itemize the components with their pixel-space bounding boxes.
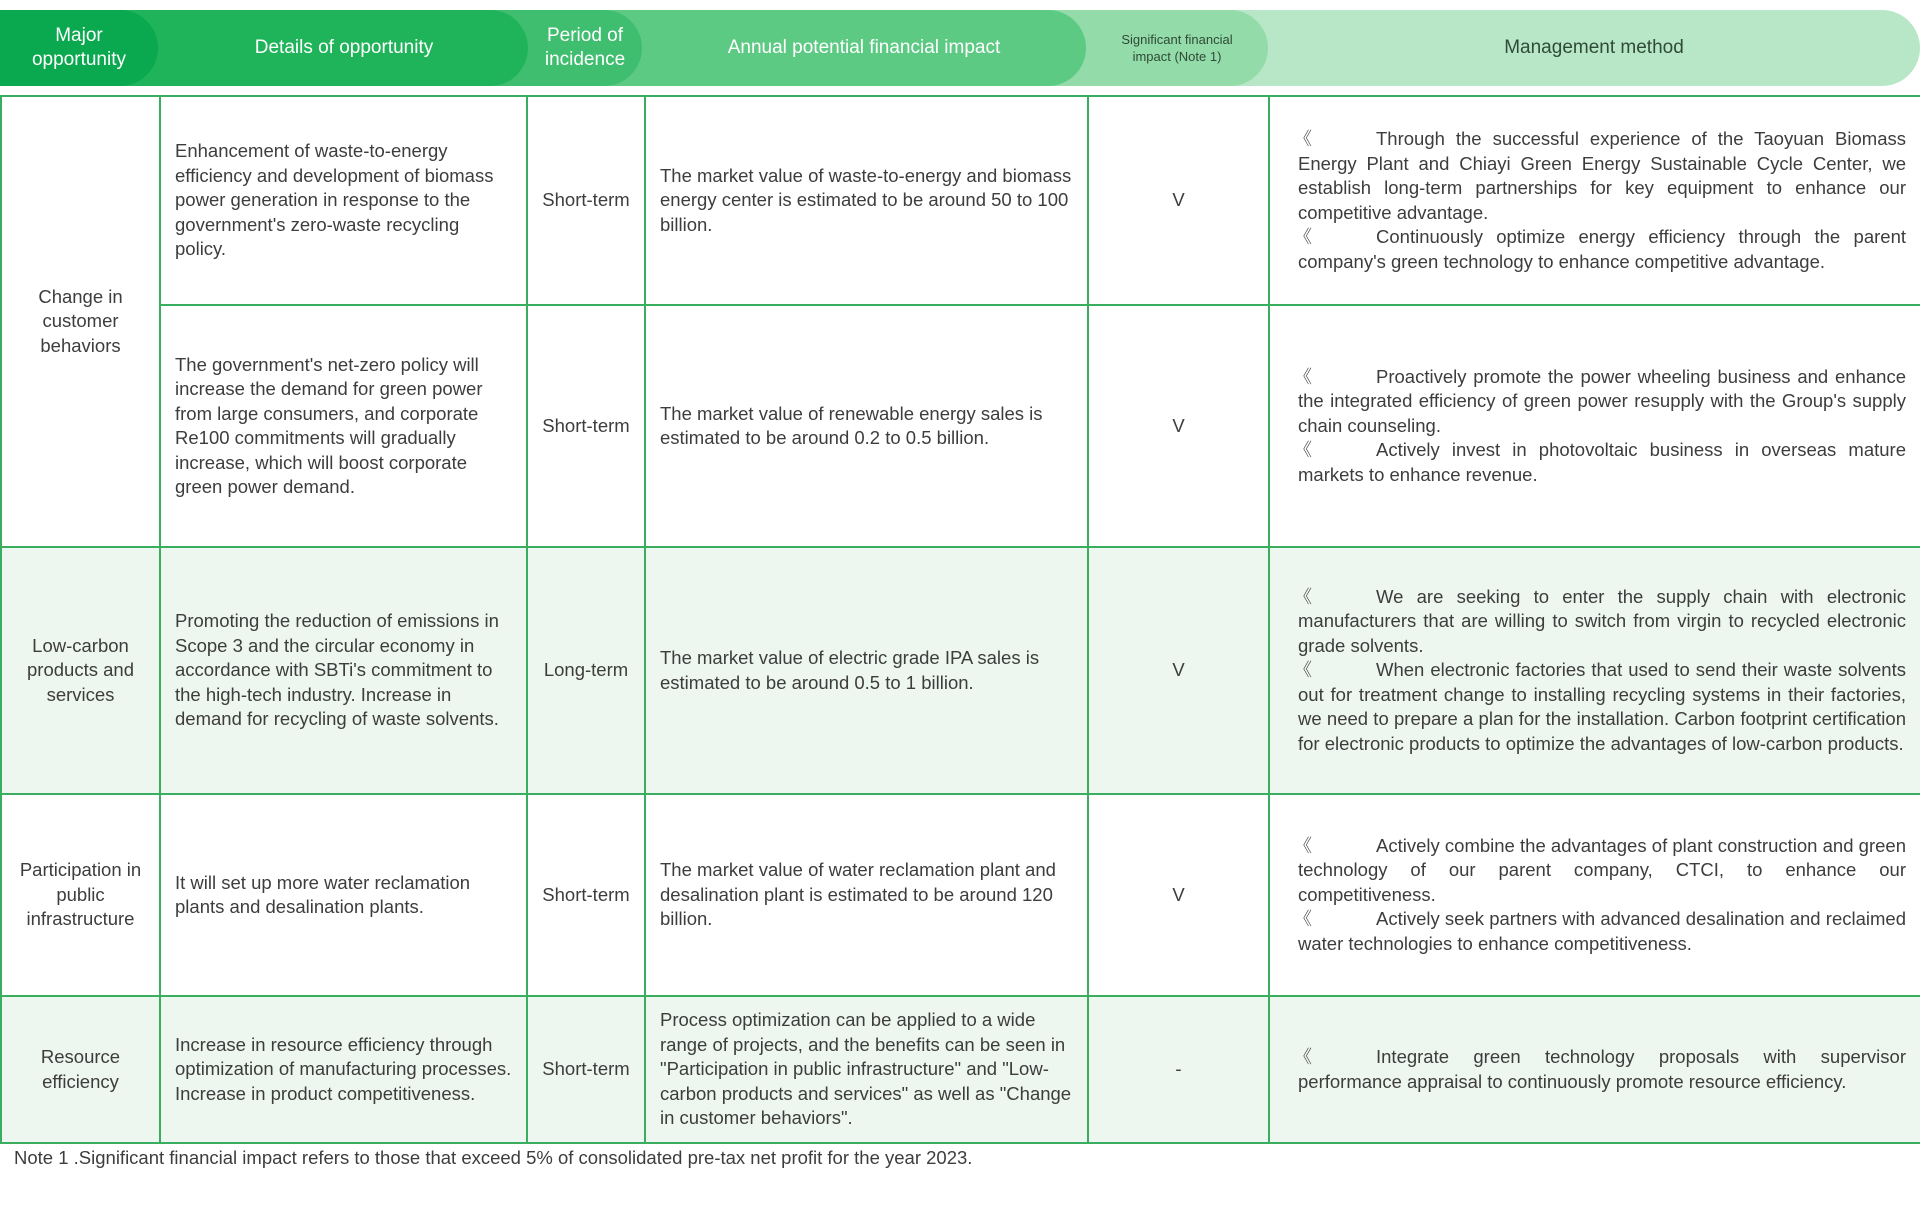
bullet-marker-icon: 《 <box>1294 227 1312 247</box>
management-item: 《 Actively seek partners with advanced desalination and reclaimed water technologies to enhance competitiveness. <box>1294 908 1906 954</box>
management-item: 《 Continuously optimize energy efficiency through the parent company's green technology to enhance competitive advantage. <box>1294 226 1906 272</box>
period-cell: Short-term <box>527 305 645 547</box>
header-period: Period of incidence <box>490 10 642 86</box>
bullet-marker-icon: 《 <box>1294 440 1312 461</box>
management-item: 《 Integrate green technology proposals with supervisor performance appraisal to continuously promote resource efficiency. <box>1294 1046 1906 1092</box>
significant-cell: V <box>1088 305 1269 547</box>
table-header <box>0 10 1920 86</box>
bullet-marker-icon: 《 <box>1294 660 1312 681</box>
bullet-marker-icon: 《 <box>1294 909 1312 930</box>
impact-cell: The market value of water reclamation plant and desalination plant is estimated to be around 120 billion. <box>645 794 1088 996</box>
details-cell: Enhancement of waste-to-energy efficiency and development of biomass power generation in response to the government's zero-waste recycling policy. <box>160 96 527 305</box>
table-row <box>1 996 1920 1143</box>
table-row <box>1 794 1920 996</box>
impact-cell: The market value of electric grade IPA sales is estimated to be around 0.5 to 1 billion. <box>645 547 1088 794</box>
category-cell: Resource efficiency <box>1 996 160 1143</box>
category-cell: Low-carbon products and services <box>1 547 160 794</box>
details-cell: Increase in resource efficiency through optimization of manufacturing processes. Increase in product competitiveness. <box>160 996 527 1143</box>
category-cell: Participation in public infrastructure <box>1 794 160 996</box>
bullet-marker-icon: 《 <box>1294 835 1312 856</box>
management-item: 《 Through the successful experience of the Taoyuan Biomass Energy Plant and Chiayi Green Energy Sustainable Cycle Center, we establish long-term partnerships for key equipment to enhance our competitive advantage. <box>1294 128 1906 223</box>
significant-cell: V <box>1088 547 1269 794</box>
bullet-marker-icon: 《 <box>1294 366 1312 387</box>
period-cell: Short-term <box>527 794 645 996</box>
impact-cell: Process optimization can be applied to a wide range of projects, and the benefits can be seen in "Participation in public infrastructure" and "Low-carbon products and services" as well as "Change in customer behaviors". <box>645 996 1088 1143</box>
details-cell: Promoting the reduction of emissions in Scope 3 and the circular economy in accordance with SBTi's commitment to the high-tech industry. Increase in demand for recycling of waste solvents. <box>160 547 527 794</box>
header-annual-impact: Annual potential financial impact <box>604 10 1086 86</box>
period-cell: Short-term <box>527 96 645 305</box>
significant-cell: V <box>1088 794 1269 996</box>
management-cell <box>1269 996 1920 1143</box>
management-cell <box>1269 547 1920 794</box>
header-major-opportunity: Major opportunity <box>0 10 158 86</box>
header-significant-impact: Significant financial impact (Note 1) <box>1048 10 1268 86</box>
management-item: 《 Proactively promote the power wheeling business and enhance the integrated efficiency of green power resupply with the Group's supply chain counseling. <box>1294 365 1906 436</box>
table-row <box>1 96 1920 305</box>
header-details: Details of opportunity <box>120 10 528 86</box>
management-cell <box>1269 794 1920 996</box>
bullet-marker-icon: 《 <box>1294 129 1312 149</box>
table-row <box>1 547 1920 794</box>
header-management-method: Management method <box>1230 10 1920 86</box>
details-cell: It will set up more water reclamation plants and desalination plants. <box>160 794 527 996</box>
management-item: 《 We are seeking to enter the supply chain with electronic manufacturers that are willing to switch from virgin to recycled electronic grade solvents. <box>1294 585 1906 656</box>
impact-cell: The market value of renewable energy sales is estimated to be around 0.2 to 0.5 billion. <box>645 305 1088 547</box>
bullet-marker-icon: 《 <box>1294 1047 1312 1067</box>
bullet-marker-icon: 《 <box>1294 586 1312 607</box>
significant-cell: V <box>1088 96 1269 305</box>
footnote: Note 1 .Significant financial impact refers to those that exceed 5% of consolidated pre-tax net profit for the year 2023. <box>14 1147 973 1168</box>
management-cell <box>1269 305 1920 547</box>
table-row <box>1 305 1920 547</box>
management-cell <box>1269 96 1920 305</box>
category-cell: Change in customer behaviors <box>1 96 160 547</box>
significant-cell: - <box>1088 996 1269 1143</box>
details-cell: The government's net-zero policy will increase the demand for green power from large consumers, and corporate Re100 commitments will gradually increase, which will boost corporate green power demand. <box>160 305 527 547</box>
period-cell: Long-term <box>527 547 645 794</box>
impact-cell: The market value of waste-to-energy and biomass energy center is estimated to be around 50 to 100 billion. <box>645 96 1088 305</box>
management-item: 《 Actively combine the advantages of plant construction and green technology of our parent company, CTCI, to enhance our competitiveness. <box>1294 834 1906 905</box>
management-item: 《 Actively invest in photovoltaic business in overseas mature markets to enhance revenue. <box>1294 439 1906 485</box>
opportunity-table <box>0 95 1920 1144</box>
period-cell: Short-term <box>527 996 645 1143</box>
management-item: 《 When electronic factories that used to send their waste solvents out for treatment change to installing recycling systems in their factories, we need to prepare a plan for the installation. Carbon footprint certification for electronic products to optimize the advantages of low-carbon products. <box>1294 659 1906 754</box>
